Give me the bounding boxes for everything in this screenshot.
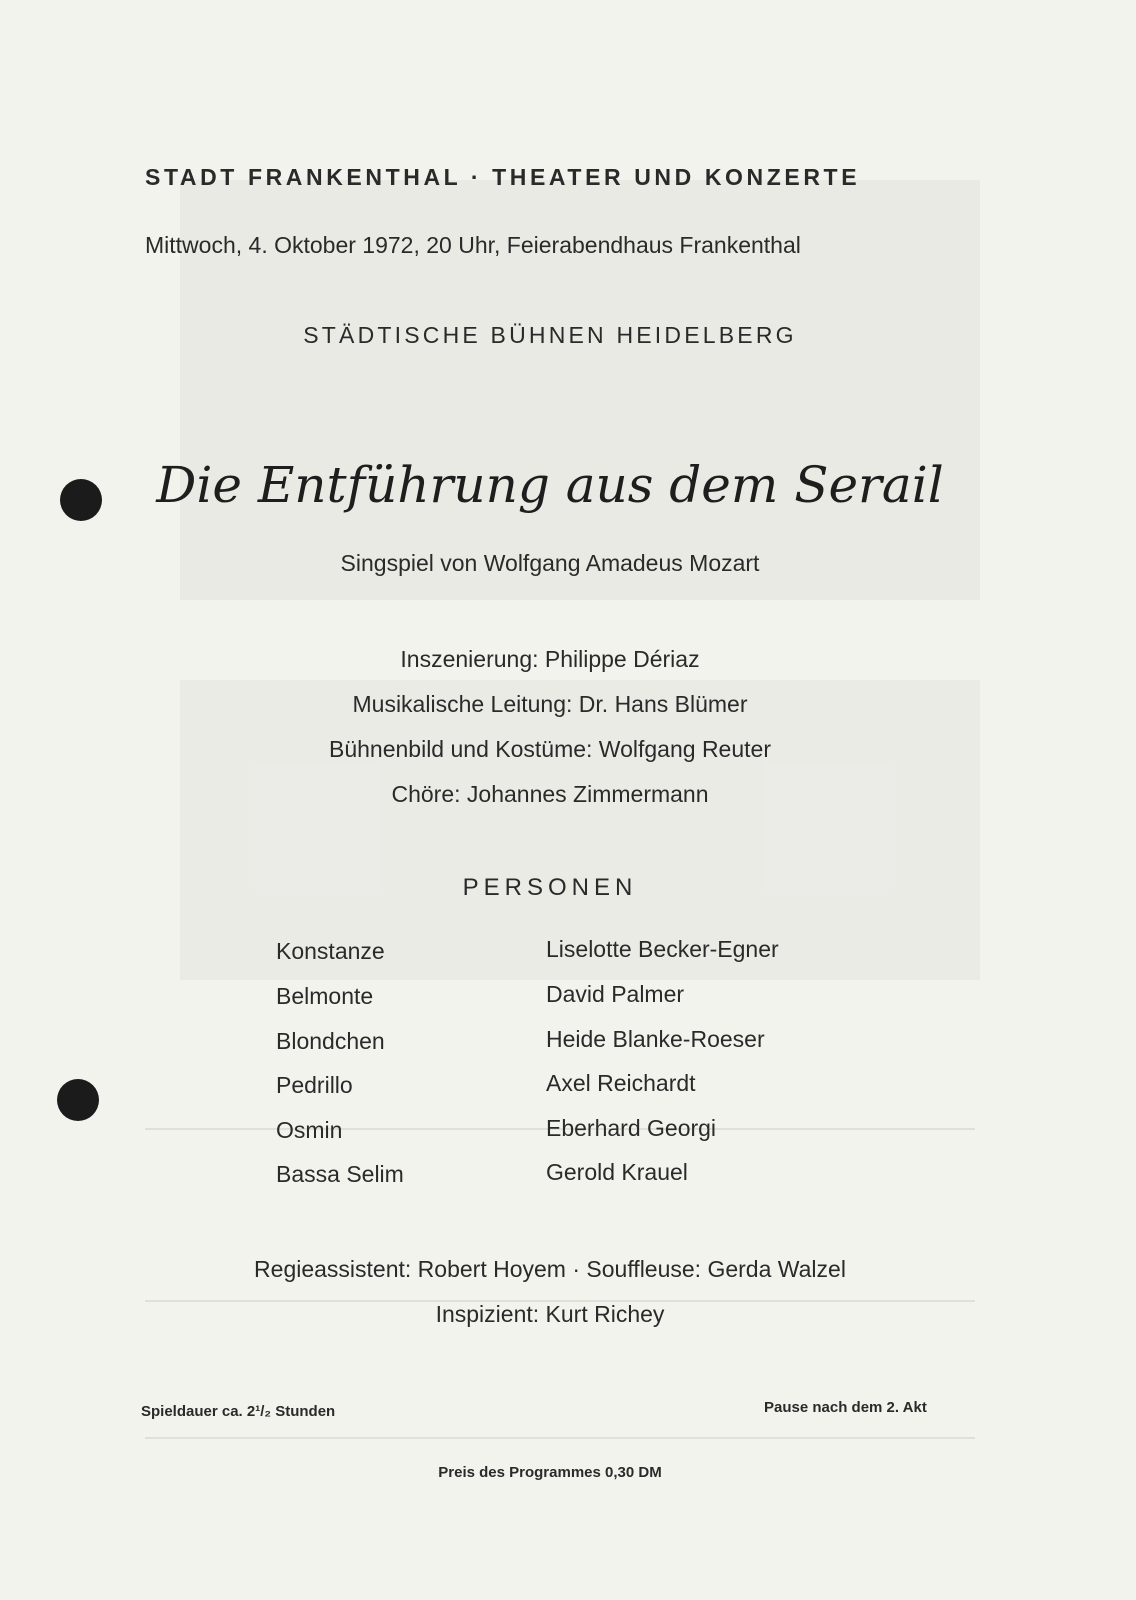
work-title: Die Entführung aus dem Serail [156, 456, 944, 514]
work-subtitle: Singspiel von Wolfgang Amadeus Mozart [340, 550, 760, 576]
credit-chorus: Chöre: Johannes Zimmermann [391, 781, 709, 807]
cast-actor: David Palmer [546, 981, 685, 1007]
date-venue: Mittwoch, 4. Oktober 1972, 20 Uhr, Feierabendhaus Frankenthal [145, 232, 801, 258]
cast-actor: Gerold Krauel [546, 1159, 688, 1185]
credit-musical-direction: Musikalische Leitung: Dr. Hans Blümer [352, 691, 748, 717]
cast-actor: Eberhard Georgi [546, 1115, 717, 1141]
cast-actor: Liselotte Becker-Egner [546, 936, 779, 962]
credit-direction: Inszenierung: Philippe Dériaz [400, 646, 700, 672]
cast-role: Osmin [276, 1117, 343, 1143]
staff-line-2: Inspizient: Kurt Richey [435, 1301, 665, 1327]
organizer-heading: STADT FRANKENTHAL · THEATER UND KONZERTE [145, 164, 861, 190]
staff-line-1: Regieassistent: Robert Hoyem · Souffleuse: Gerda Walzel [254, 1256, 846, 1282]
cast-role: Blondchen [276, 1028, 385, 1054]
cast-role: Konstanze [276, 938, 385, 964]
cast-heading: PERSONEN [462, 874, 638, 901]
company-heading: STÄDTISCHE BÜHNEN HEIDELBERG [303, 322, 797, 348]
cast-role: Bassa Selim [276, 1161, 404, 1187]
cast-actor: Heide Blanke-Roeser [546, 1026, 765, 1052]
cast-role: Belmonte [276, 983, 374, 1009]
cast-actor: Axel Reichardt [546, 1070, 696, 1096]
program-price: Preis des Programmes 0,30 DM [438, 1464, 662, 1481]
credit-stage-costumes: Bühnenbild und Kostüme: Wolfgang Reuter [329, 736, 771, 762]
cast-role: Pedrillo [276, 1072, 353, 1098]
bleed-through-block [180, 680, 980, 980]
pause-note: Pause nach dem 2. Akt [764, 1399, 927, 1416]
punch-hole-bottom [57, 1079, 99, 1121]
bleed-through-rule [145, 1437, 975, 1439]
duration-note: Spieldauer ca. 2¹/₂ Stunden [141, 1403, 336, 1420]
